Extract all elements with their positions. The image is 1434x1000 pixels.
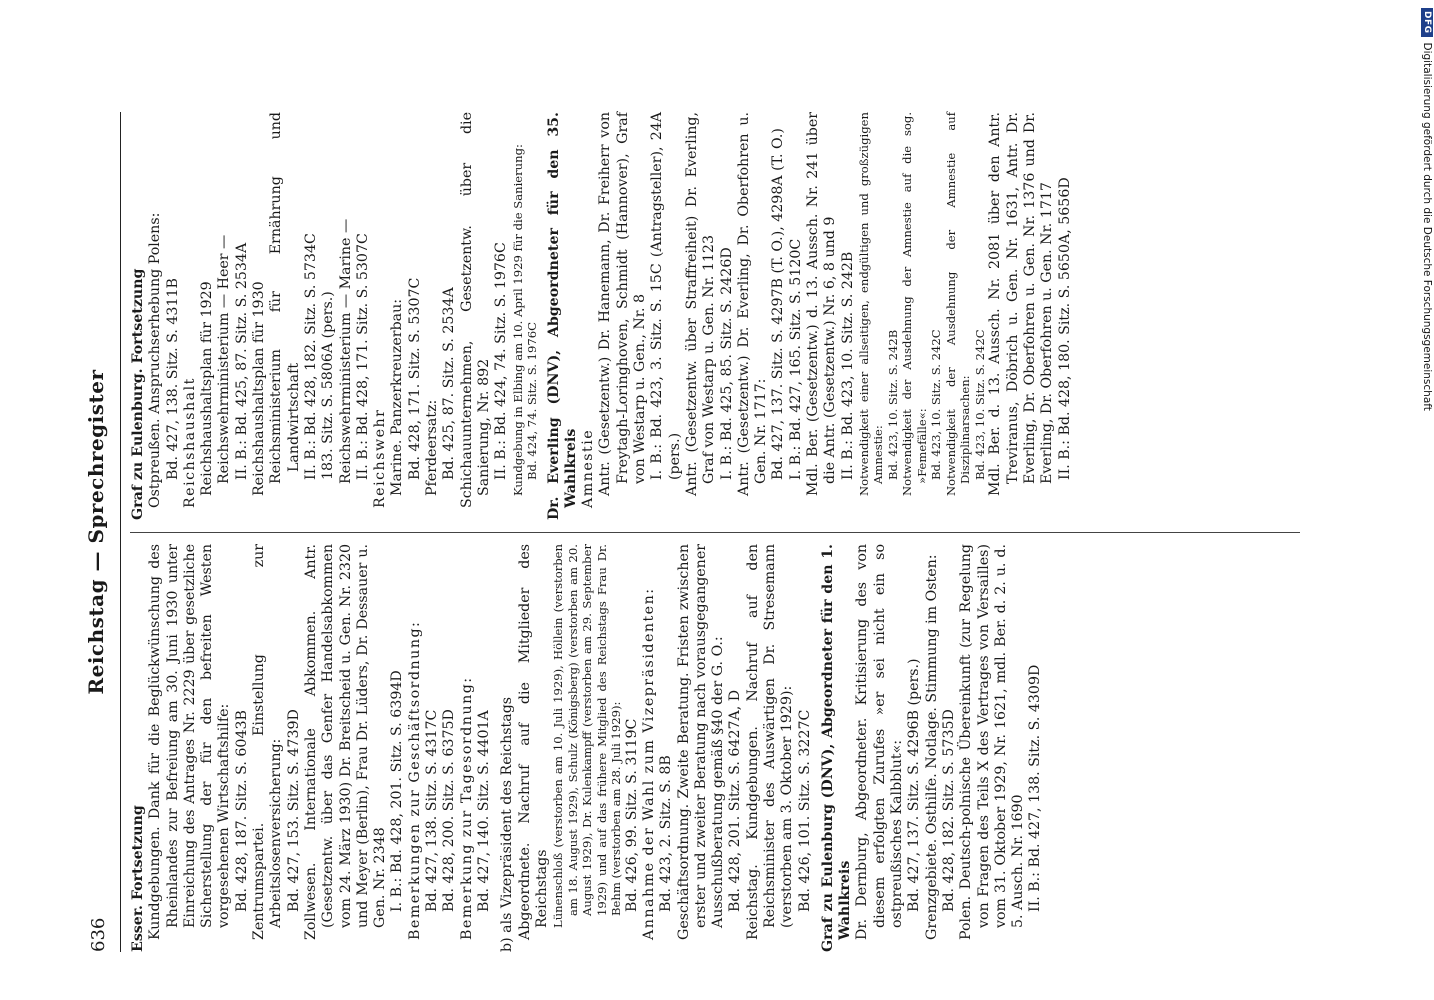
reference: II. B.: Bd. 427, 138. Sitz. S. 4309D [1027,664,1044,912]
reference: Bd. 427, 137. Sitz. S. 4296B (pers.) [906,658,923,912]
entry: Reichsministerium für Ernährung und Landwirtschaft [268,112,302,484]
entry: Abgeordnete. Nachruf auf die Mitglieder des Reichstags [516,544,550,940]
reference: Bd. 428, 201. Sitz. S. 6427A, D [727,689,744,912]
entry: Kundgebungen. Dank für die Beglückwünschung des Rheinlandes zur Befreiung am 30. Juni 1930 unter Einreichung des Antrages Nr. 2229 über gesetzliche Sicherstellung der für den befreiten Westen vorgesehenen Wirtschaftshilfe: [147,544,233,940]
reference: Bd. 427, 153. Sitz. S. 4739D [285,709,302,912]
reference: II. B.: Bd. 424, 74. Sitz. S. 1976C [493,242,510,480]
entry-heading: Esser. Fortsetzung [130,805,146,952]
entry: Polen. Deutsch-polnische Übereinkunft (zur Regelung von Fragen des Teils X des Vertrages von Versailles) vom 31. Oktober 1929, Nr. 1621, mdl. Ber. d. 2. u. d. 5. Ausch. Nr. 1690 [958,544,1027,940]
entry: Bemerkung zur Tagesordnung: [458,676,475,940]
reference: II. B.: Bd. 428, 182. Sitz. S. 5734C [302,233,319,480]
reference: Bd. 423, 10. Sitz. S. 242C [929,329,944,480]
entry: Reichshaushalt [181,377,198,508]
entry-detail: Lünenschloß (verstorben am 10. Juli 1929), Höllein (verstorben am 18. August 1929), Schulz (Königsberg) (verstorben am 20. August 1929), Dr. Kulenkampff (verstorben am 29. September 1929) und auf das frühere Mitglied des Reichstags Frau Dr. Behm (verstorben am 28. Juli 1929): [551,544,624,928]
entry: Geschäftsordnung. Zweite Beratung. Fristen zwischen erster und zweiter Beratung nach vorausgegangener Ausschußberatung gemäß §40 der G. O.: [675,544,727,940]
entry: Reichswehrministerium — Heer — [216,234,233,484]
reference: Bd. 427, 137. Sitz. S. 4297B (T. O.), 4298A (T. O.) [770,128,787,480]
reference: Bd. 423, 10. Sitz. S. 242B [885,329,900,480]
entry: Reichshaushaltsplan für 1929 [199,281,216,496]
dfg-credit-text: Digitalisierung gefördert durch die Deutsche Forschungsgemeinschaft [1421,42,1433,411]
entry: Antr. (Gesetzentw.) Dr. Everling, Dr. Oberfohren u. Gen. Nr. 1717: [735,112,770,496]
reference: Bd. 424, 74. Sitz. S. 1976C [525,322,540,480]
reference: 183. Sitz. S. 5806A (pers.) [320,291,337,480]
page-number: 636 [88,917,109,952]
page-header [82,112,118,952]
entry: Zentrumspartei. Einstellung zur Arbeitslosenversicherung: [251,544,285,940]
entry: Amnestie [580,428,597,508]
register-page [82,112,1312,952]
reference: Bd. 428, 200. Sitz. S. 6375D [441,709,458,912]
subsection-heading: b) als Vizepräsident des Reichstags [499,696,516,952]
entry-detail: Notwendigkeit der Ausdehnung der Amnestie auf die sog. »Femefälle«: [900,112,929,496]
reference: Bd. 423, 10. Sitz. S. 242C [972,329,987,480]
entry-detail: Notwendigkeit der Ausdehnung der Amnestie auf Disziplinarsachen: [943,112,973,496]
entry: Schichauunternehmen, Gesetzentw. über die Sanierung, Nr. 892 [458,112,492,508]
entry: Grenzgebiete. Osthilfe. Notlage. Stimmung im Osten: [923,554,940,940]
entry: Ostpreußen. Anspruchserhebung Polens: [147,212,164,508]
speaker-heading: Dr. Everling (DNV), Abgeordneter für den 35. Wahlkreis [545,112,579,520]
dfg-logo: DFG [1421,8,1433,37]
header-rule [120,112,121,952]
entry: Pferdeersatz: [424,399,441,496]
right-column [130,112,1074,520]
entry: Zollwesen. Internationale Abkommen. Antr. (Gesetzentw. über das Genfer Handelsabkommen vom 24. März 1930) Dr. Breitscheid u. Gen. Nr. 2320 und Meyer (Berlin), Frau Dr. Lüders, Dr. Dessauer u. Gen. Nr. 2348 [302,544,389,940]
entry: Reichswehr [372,408,389,508]
reference: Bd. 426, 99. Sitz. S. 3119C [623,718,640,912]
reference: Bd. 428, 182. Sitz. S. 5735D [940,709,957,912]
running-head: Reichstag — Sprechregister [84,369,108,695]
entry: Reichshaushaltsplan für 1930 [251,281,268,496]
reference: II. B.: Bd. 428, 180. Sitz. S. 5650A, 5656D [1056,177,1073,480]
reference: Bd. 428, 187. Sitz. S. 6043B [233,710,250,912]
reference: Bd. 423, 2. Sitz. S. 8B [658,755,675,912]
dfg-credit [1421,8,1433,411]
entry-detail: Kundgebung in Elbing am 10. April 1929 für die Sanierung: [510,144,525,496]
reference: Bd. 426, 101. Sitz. S. 3227C [796,709,813,912]
reference: Bd. 427, 140. Sitz. S. 4401A [475,710,492,912]
entry-heading: Graf zu Eulenburg. Fortsetzung [130,268,146,520]
reference: Bd. 425, 87. Sitz. S. 2534A [441,287,458,480]
entry: Antr. (Gesetzentw. über Straffreiheit) Dr. Everling, Graf von Westarp u. Gen. Nr. 1123 [683,112,718,496]
entry: Mdl. Ber. (Gesetzentw.) d. 13. Aussch. Nr. 241 über die Antr. (Gesetzentw.) Nr. 6, 8 und 9 [804,112,839,496]
reference: I. B.: Bd. 428, 201. Sitz. S. 6394D [389,670,406,912]
reference: Bd. 428, 171. Sitz. S. 5307C [406,277,423,480]
entry: Reichstag. Kundgebungen. Nachruf auf den Reichsminister des Auswärtigen Dr. Stresemann (verstorben am 3. Oktober 1929): [744,544,796,940]
entry: Annahme der Wahl zum Vizepräsidenten: [640,587,657,940]
column-divider [130,532,1300,533]
reference: II. B.: Bd. 428, 171. Sitz. S. 5307C [354,233,371,480]
entry: Mdl. Ber. d. 13. Aussch. Nr. 2081 über den Antr. Treviranus, Döbrich u. Gen. Nr. 1631, Antr. Dr. Everling, Dr. Oberfohren u. Gen. Nr. 1376 und Dr. Everling, Dr. Oberfohren u. Gen. Nr. 1717 [987,112,1056,496]
reference: Bd. 427, 138. Sitz. S. 4317C [424,709,441,912]
entry-detail: Notwendigkeit einer allseitigen, endgültigen und großzügigen Amnestie: [856,112,886,496]
left-column [130,544,1045,952]
entry: Antr. (Gesetzentw.) Dr. Hanemann, Dr. Freiherr von Freytagh-Loringhoven, Schmidt (Hannover), Graf von Westarp u. Gen., Nr. 8 [597,112,649,496]
reference: I. B.: Bd. 427, 165. Sitz. S. 5120C [787,238,804,480]
reference: II. B.: Bd. 425, 87. Sitz. S. 2534A [233,242,250,480]
reference: II. B.: Bd. 423, 10. Sitz. S. 242B [839,251,856,480]
entry: Dr. Dernburg, Abgeordneter. Kritisierung des von diesem erfolgten Zurufes »er sei nicht ein so ostpreußisches Kalbblut«: [854,544,906,940]
reference: Bd. 427, 138. Sitz. S. 4311B [164,278,181,480]
reference: I. B.: Bd. 425, 85. Sitz. S. 2426D [718,247,735,480]
speaker-heading: Graf zu Eulenburg (DNV), Abgeordneter für den 1. Wahlkreis [819,544,854,952]
entry: Reichswehrministerium — Marine — [337,218,354,484]
reference: I. B.: Bd. 423, 3. Sitz. S. 15C (Antragsteller), 24A (pers.) [649,112,683,480]
entry: Bemerkungen zur Geschäftsordnung: [406,620,423,940]
entry: Marine. Panzerkreuzerbau: [389,298,406,496]
